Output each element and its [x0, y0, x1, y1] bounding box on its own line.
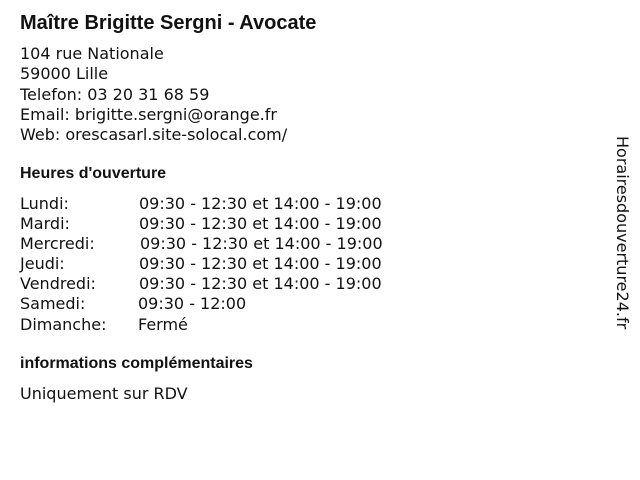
info-heading: informations complémentaires — [20, 355, 253, 372]
hours-table — [20, 194, 440, 335]
day-label: Dimanche: — [20, 314, 107, 334]
time-value: 09:30 - 12:30 et 14:00 - 19:00 — [139, 274, 382, 294]
website-link[interactable]: Web: orescasarl.site-solocal.com/ — [20, 125, 288, 145]
hours-heading: Heures d'ouverture — [20, 165, 167, 182]
time-value: 09:30 - 12:30 et 14:00 - 19:00 — [139, 214, 382, 234]
time-value: 09:30 - 12:30 et 14:00 - 19:00 — [139, 254, 382, 274]
time-value: Fermé — [138, 314, 188, 334]
info-text: Uniquement sur RDV — [20, 384, 188, 403]
contact-block — [20, 44, 287, 145]
day-label: Mercredi: — [20, 234, 95, 254]
time-value: 09:30 - 12:30 et 14:00 - 19:00 — [139, 194, 382, 213]
hours-row-monday — [20, 194, 440, 214]
phone-number[interactable]: Telefon: 03 20 31 68 59 — [20, 84, 210, 104]
time-value: 09:30 - 12:30 et 14:00 - 19:00 — [140, 234, 383, 254]
hours-row-thursday — [20, 254, 440, 274]
site-watermark: Horairesdouverture24.fr — [613, 136, 632, 330]
hours-row-friday — [20, 274, 440, 294]
day-label: Lundi: — [20, 194, 69, 213]
address-city: 59000 Lille — [20, 64, 109, 84]
hours-row-saturday — [20, 294, 440, 314]
day-label: Mardi: — [20, 214, 70, 234]
address-street: 104 rue Nationale — [20, 44, 164, 63]
day-label: Jeudi: — [20, 254, 65, 274]
hours-row-tuesday — [20, 214, 440, 234]
day-label: Vendredi: — [20, 274, 96, 294]
day-label: Samedi: — [20, 294, 86, 314]
hours-row-wednesday — [20, 234, 440, 254]
business-title: Maître Brigitte Sergni - Avocate — [20, 12, 317, 34]
hours-row-sunday — [20, 315, 440, 335]
time-value: 09:30 - 12:00 — [138, 294, 247, 314]
email-address[interactable]: Email: brigitte.sergni@orange.fr — [20, 104, 277, 124]
